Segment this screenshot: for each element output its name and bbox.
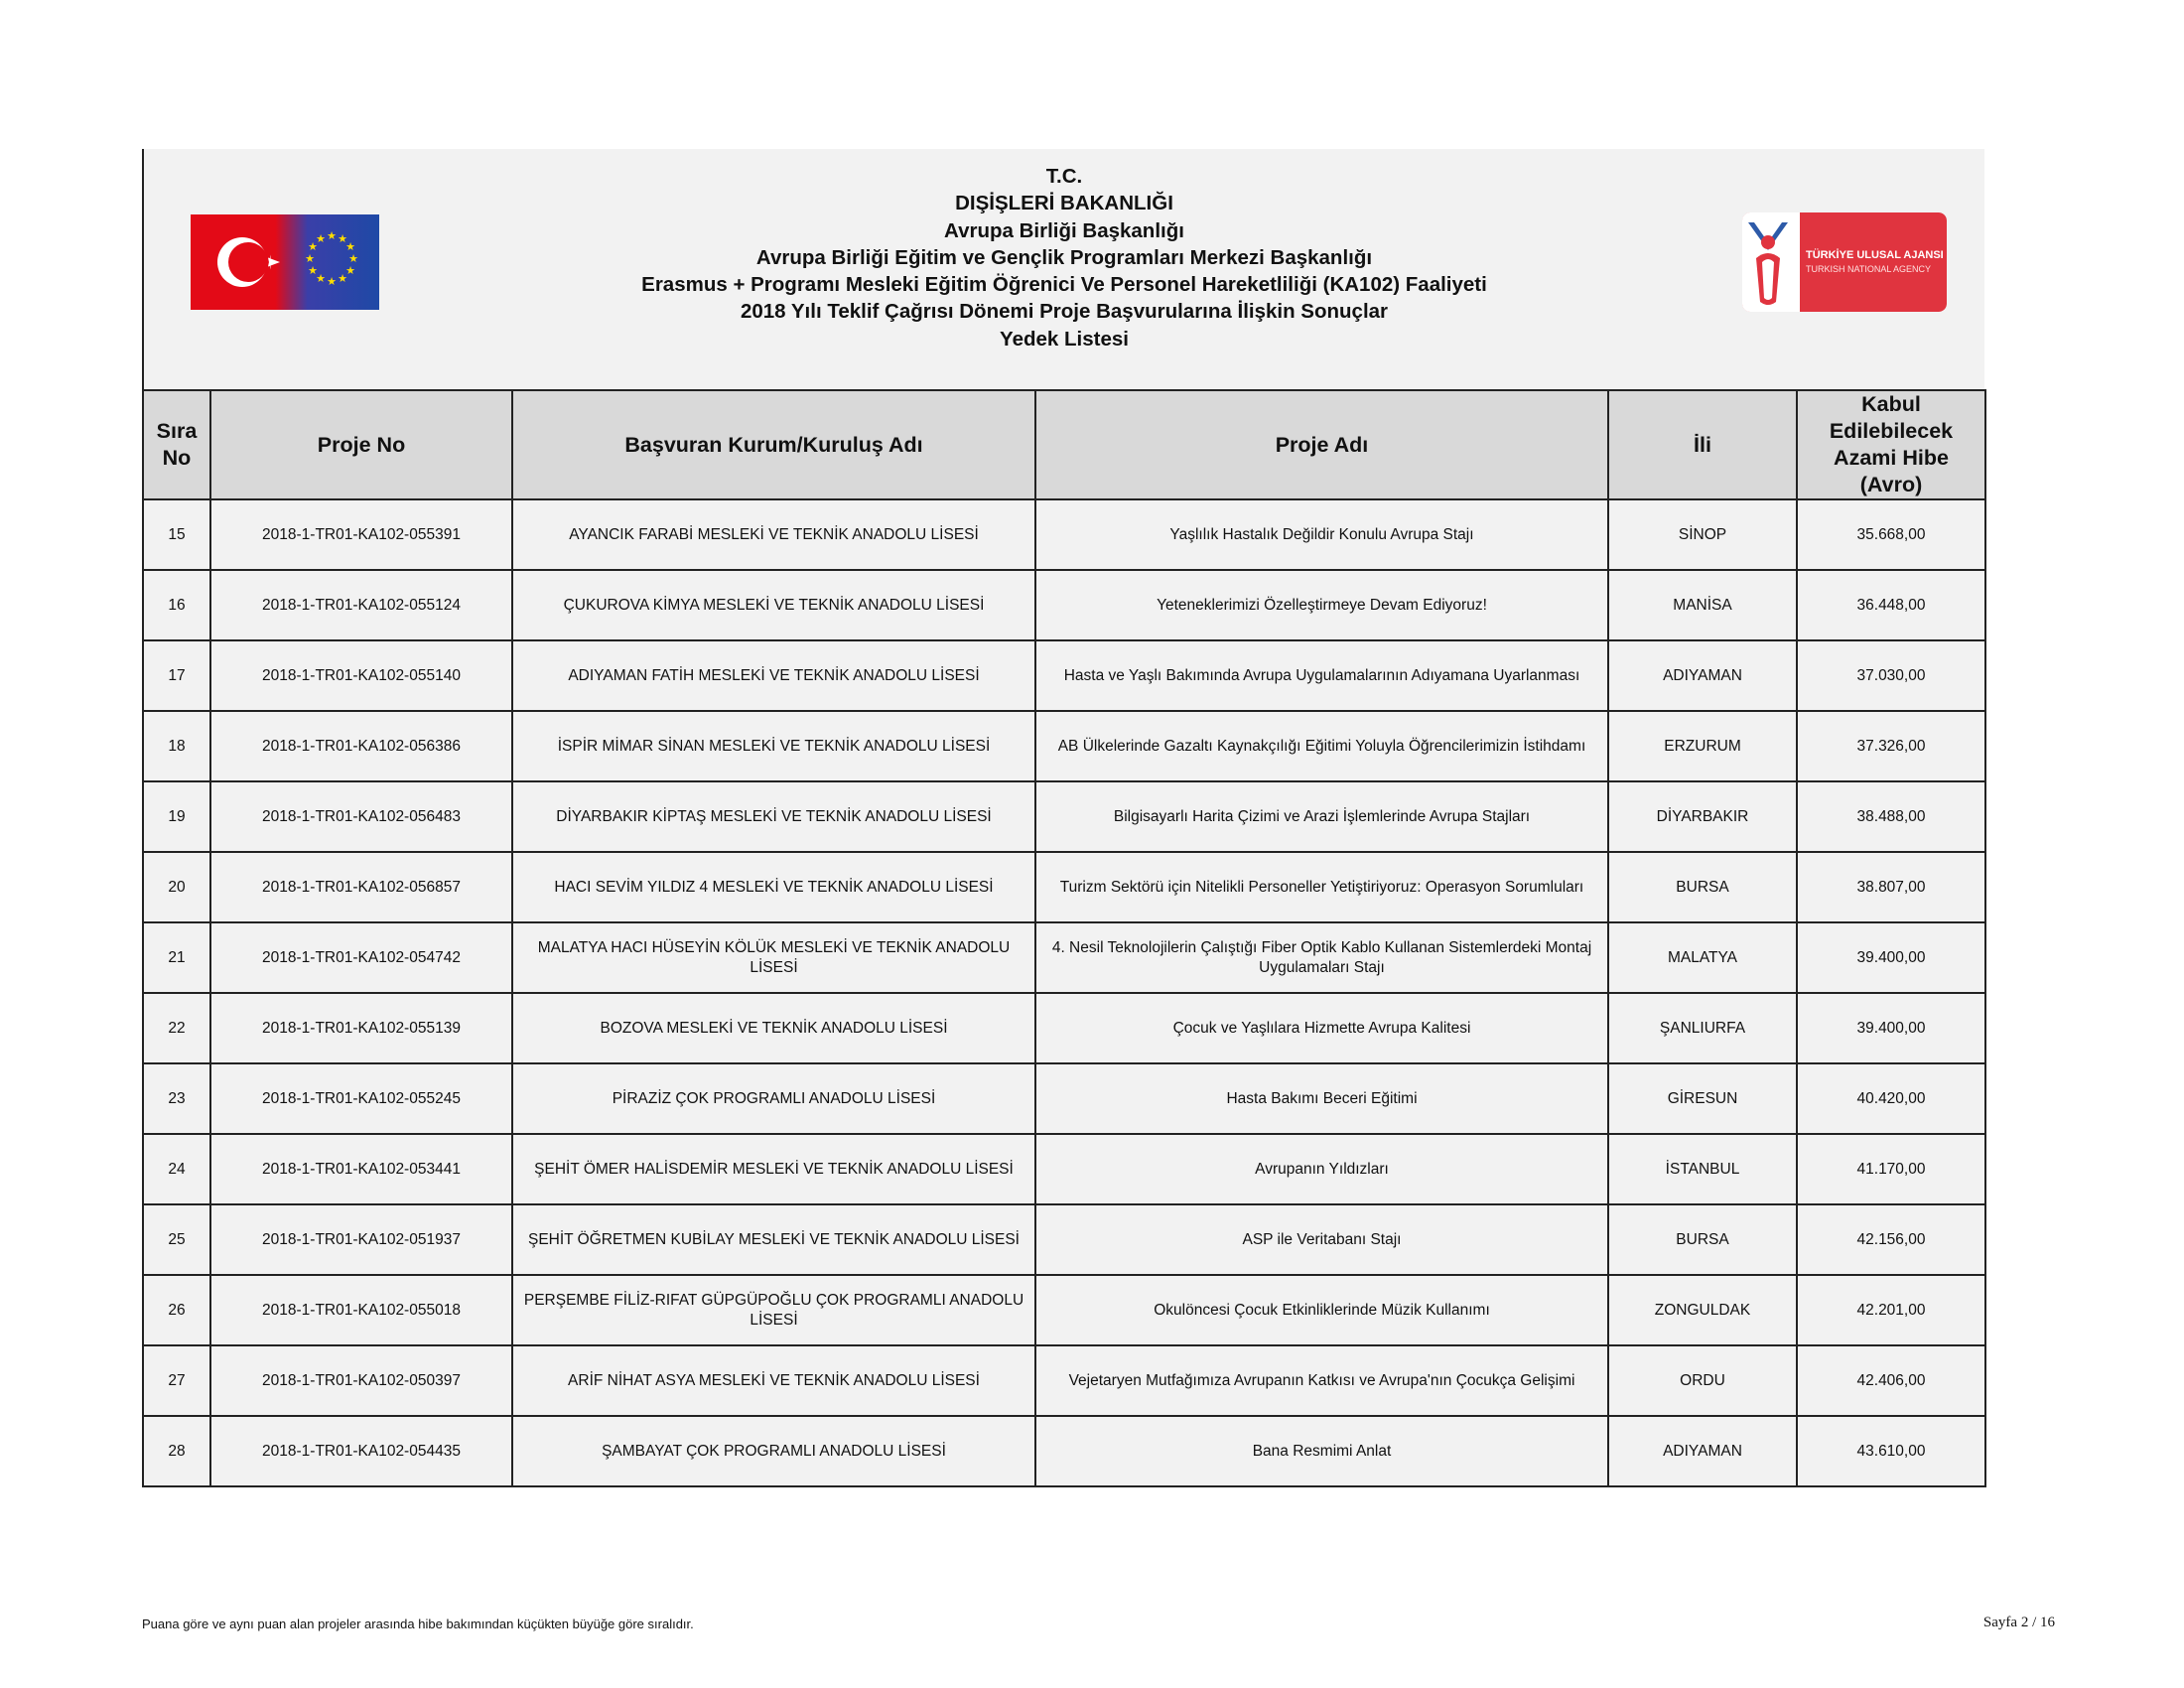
table-row <box>143 1134 1985 1204</box>
table-row <box>143 781 1985 852</box>
footer-note: Puana göre ve aynı puan alan projeler arasında hibe bakımından küçükten büyüğe göre sıralıdır. <box>142 1617 694 1631</box>
cell-hibe: 39.400,00 <box>1797 993 1985 1063</box>
results-table <box>142 389 1986 1487</box>
cell-hibe: 41.170,00 <box>1797 1134 1985 1204</box>
cell-proje-adi: Vejetaryen Mutfağımıza Avrupanın Katkısı ve Avrupa'nın Çocukça Gelişimi <box>1035 1345 1608 1416</box>
cell-sira-no: 17 <box>143 640 210 711</box>
svg-text:★: ★ <box>305 252 315 265</box>
cell-kurum: PİRAZİZ ÇOK PROGRAMLI ANADOLU LİSESİ <box>512 1063 1035 1134</box>
svg-text:★: ★ <box>348 252 358 265</box>
cell-kurum: ARİF NİHAT ASYA MESLEKİ VE TEKNİK ANADOLU LİSESİ <box>512 1345 1035 1416</box>
cell-il: ORDU <box>1608 1345 1797 1416</box>
cell-proje-no: 2018-1-TR01-KA102-055391 <box>210 499 512 570</box>
cell-il: ERZURUM <box>1608 711 1797 781</box>
cell-proje-no: 2018-1-TR01-KA102-055139 <box>210 993 512 1063</box>
cell-hibe: 36.448,00 <box>1797 570 1985 640</box>
cell-kurum: ADIYAMAN FATİH MESLEKİ VE TEKNİK ANADOLU LİSESİ <box>512 640 1035 711</box>
cell-sira-no: 16 <box>143 570 210 640</box>
cell-il: ADIYAMAN <box>1608 1416 1797 1486</box>
cell-proje-no: 2018-1-TR01-KA102-056386 <box>210 711 512 781</box>
cell-sira-no: 20 <box>143 852 210 922</box>
cell-il: GİRESUN <box>1608 1063 1797 1134</box>
title-line-5: Erasmus + Programı Mesleki Eğitim Öğrenici Ve Personel Hareketliliği (KA102) Faaliyeti <box>641 273 1487 297</box>
cell-proje-adi: Çocuk ve Yaşlılara Hizmette Avrupa Kalitesi <box>1035 993 1608 1063</box>
table-row <box>143 570 1985 640</box>
cell-sira-no: 23 <box>143 1063 210 1134</box>
cell-proje-no: 2018-1-TR01-KA102-055124 <box>210 570 512 640</box>
cell-sira-no: 21 <box>143 922 210 993</box>
svg-text:★: ★ <box>316 272 326 285</box>
agency-logo-text-1: TÜRKİYE ULUSAL AJANSI <box>1806 249 1944 261</box>
document-header <box>142 149 1984 389</box>
svg-text:★: ★ <box>338 232 347 245</box>
svg-text:★: ★ <box>308 264 318 277</box>
cell-hibe: 38.807,00 <box>1797 852 1985 922</box>
cell-hibe: 39.400,00 <box>1797 922 1985 993</box>
column-header-sira-no: Sıra No <box>143 390 210 499</box>
agency-logo-text-2: TURKISH NATIONAL AGENCY <box>1806 264 1932 274</box>
table-row <box>143 1416 1985 1486</box>
cell-sira-no: 18 <box>143 711 210 781</box>
title-line-3: Avrupa Birliği Başkanlığı <box>944 218 1184 242</box>
cell-proje-no: 2018-1-TR01-KA102-050397 <box>210 1345 512 1416</box>
cell-proje-adi: Turizm Sektörü için Nitelikli Personeller Yetiştiriyoruz: Operasyon Sorumluları <box>1035 852 1608 922</box>
cell-sira-no: 19 <box>143 781 210 852</box>
cell-hibe: 37.030,00 <box>1797 640 1985 711</box>
title-line-1: T.C. <box>1045 165 1083 188</box>
cell-proje-adi: 4. Nesil Teknolojilerin Çalıştığı Fiber Optik Kablo Kullanan Sistemlerdeki Montaj Uygulamaları Stajı <box>1035 922 1608 993</box>
cell-proje-no: 2018-1-TR01-KA102-055140 <box>210 640 512 711</box>
cell-proje-adi: Yeteneklerimizi Özelleştirmeye Devam Ediyoruz! <box>1035 570 1608 640</box>
cell-proje-no: 2018-1-TR01-KA102-055018 <box>210 1275 512 1345</box>
cell-hibe: 43.610,00 <box>1797 1416 1985 1486</box>
cell-il: BURSA <box>1608 852 1797 922</box>
table-row <box>143 922 1985 993</box>
svg-text:★: ★ <box>338 272 347 285</box>
document-title-block <box>144 163 1984 352</box>
svg-text:★: ★ <box>316 232 326 245</box>
cell-il: DİYARBAKIR <box>1608 781 1797 852</box>
cell-kurum: ŞEHİT ÖMER HALİSDEMİR MESLEKİ VE TEKNİK ANADOLU LİSESİ <box>512 1134 1035 1204</box>
cell-hibe: 42.201,00 <box>1797 1275 1985 1345</box>
cell-sira-no: 24 <box>143 1134 210 1204</box>
column-header-proje-no: Proje No <box>210 390 512 499</box>
svg-text:★: ★ <box>345 264 355 277</box>
cell-il: SİNOP <box>1608 499 1797 570</box>
cell-hibe: 37.326,00 <box>1797 711 1985 781</box>
table-row <box>143 1204 1985 1275</box>
cell-il: MANİSA <box>1608 570 1797 640</box>
svg-text:★: ★ <box>308 240 318 253</box>
cell-hibe: 40.420,00 <box>1797 1063 1985 1134</box>
column-header-kurum: Başvuran Kurum/Kuruluş Adı <box>512 390 1035 499</box>
title-line-7: Yedek Listesi <box>1000 327 1129 351</box>
cell-hibe: 42.156,00 <box>1797 1204 1985 1275</box>
cell-proje-adi: Okulöncesi Çocuk Etkinliklerinde Müzik Kullanımı <box>1035 1275 1608 1345</box>
cell-kurum: ŞEHİT ÖĞRETMEN KUBİLAY MESLEKİ VE TEKNİK ANADOLU LİSESİ <box>512 1204 1035 1275</box>
cell-sira-no: 15 <box>143 499 210 570</box>
cell-kurum: ŞAMBAYAT ÇOK PROGRAMLI ANADOLU LİSESİ <box>512 1416 1035 1486</box>
cell-kurum: ÇUKUROVA KİMYA MESLEKİ VE TEKNİK ANADOLU LİSESİ <box>512 570 1035 640</box>
cell-proje-adi: ASP ile Veritabanı Stajı <box>1035 1204 1608 1275</box>
cell-il: ZONGULDAK <box>1608 1275 1797 1345</box>
cell-proje-no: 2018-1-TR01-KA102-056483 <box>210 781 512 852</box>
cell-sira-no: 22 <box>143 993 210 1063</box>
cell-kurum: PERŞEMBE FİLİZ-RIFAT GÜPGÜPOĞLU ÇOK PROGRAMLI ANADOLU LİSESİ <box>512 1275 1035 1345</box>
cell-proje-no: 2018-1-TR01-KA102-054742 <box>210 922 512 993</box>
cell-proje-no: 2018-1-TR01-KA102-056857 <box>210 852 512 922</box>
cell-hibe: 35.668,00 <box>1797 499 1985 570</box>
table-row <box>143 993 1985 1063</box>
cell-kurum: AYANCIK FARABİ MESLEKİ VE TEKNİK ANADOLU LİSESİ <box>512 499 1035 570</box>
cell-kurum: İSPİR MİMAR SİNAN MESLEKİ VE TEKNİK ANADOLU LİSESİ <box>512 711 1035 781</box>
cell-hibe: 42.406,00 <box>1797 1345 1985 1416</box>
column-header-proje-adi: Proje Adı <box>1035 390 1608 499</box>
cell-hibe: 38.488,00 <box>1797 781 1985 852</box>
cell-proje-adi: Hasta ve Yaşlı Bakımında Avrupa Uygulamalarının Adıyamana Uyarlanması <box>1035 640 1608 711</box>
cell-kurum: BOZOVA MESLEKİ VE TEKNİK ANADOLU LİSESİ <box>512 993 1035 1063</box>
table-header-row <box>143 390 1985 499</box>
table-row <box>143 852 1985 922</box>
cell-il: ŞANLIURFA <box>1608 993 1797 1063</box>
turkiye-ulusal-ajansi-logo-icon <box>1742 212 1947 312</box>
cell-kurum: HACI SEVİM YILDIZ 4 MESLEKİ VE TEKNİK ANADOLU LİSESİ <box>512 852 1035 922</box>
table-row <box>143 1063 1985 1134</box>
svg-text:★: ★ <box>345 240 355 253</box>
svg-text:★: ★ <box>327 275 337 288</box>
cell-il: ADIYAMAN <box>1608 640 1797 711</box>
cell-proje-no: 2018-1-TR01-KA102-055245 <box>210 1063 512 1134</box>
page-number: Sayfa 2 / 16 <box>1982 1615 2055 1630</box>
title-line-6: 2018 Yılı Teklif Çağrısı Dönemi Proje Başvurularına İlişkin Sonuçlar <box>740 300 1389 324</box>
column-header-il: İli <box>1608 390 1797 499</box>
cell-proje-adi: Bana Resmimi Anlat <box>1035 1416 1608 1486</box>
title-line-2: DIŞİŞLERİ BAKANLIĞI <box>955 192 1173 215</box>
cell-kurum: DİYARBAKIR KİPTAŞ MESLEKİ VE TEKNİK ANADOLU LİSESİ <box>512 781 1035 852</box>
table-row <box>143 640 1985 711</box>
cell-kurum: MALATYA HACI HÜSEYİN KÖLÜK MESLEKİ VE TEKNİK ANADOLU LİSESİ <box>512 922 1035 993</box>
title-line-4: Avrupa Birliği Eğitim ve Gençlik Programları Merkezi Başkanlığı <box>755 245 1373 269</box>
column-header-hibe: Kabul Edilebilecek Azami Hibe (Avro) <box>1797 390 1985 499</box>
cell-sira-no: 25 <box>143 1204 210 1275</box>
cell-sira-no: 26 <box>143 1275 210 1345</box>
cell-proje-adi: Hasta Bakımı Beceri Eğitimi <box>1035 1063 1608 1134</box>
cell-proje-no: 2018-1-TR01-KA102-051937 <box>210 1204 512 1275</box>
cell-il: MALATYA <box>1608 922 1797 993</box>
svg-text:★: ★ <box>327 229 337 242</box>
cell-proje-adi: Avrupanın Yıldızları <box>1035 1134 1608 1204</box>
cell-il: BURSA <box>1608 1204 1797 1275</box>
cell-proje-adi: Yaşlılık Hastalık Değildir Konulu Avrupa Stajı <box>1035 499 1608 570</box>
cell-proje-no: 2018-1-TR01-KA102-053441 <box>210 1134 512 1204</box>
table-row <box>143 1345 1985 1416</box>
table-row <box>143 1275 1985 1345</box>
table-row <box>143 711 1985 781</box>
cell-sira-no: 27 <box>143 1345 210 1416</box>
table-row <box>143 499 1985 570</box>
cell-proje-no: 2018-1-TR01-KA102-054435 <box>210 1416 512 1486</box>
cell-il: İSTANBUL <box>1608 1134 1797 1204</box>
document-sheet <box>142 149 1984 1487</box>
cell-sira-no: 28 <box>143 1416 210 1486</box>
cell-proje-adi: Bilgisayarlı Harita Çizimi ve Arazi İşlemlerinde Avrupa Stajları <box>1035 781 1608 852</box>
cell-proje-adi: AB Ülkelerinde Gazaltı Kaynakçılığı Eğitimi Yoluyla Öğrencilerimizin İstihdamı <box>1035 711 1608 781</box>
